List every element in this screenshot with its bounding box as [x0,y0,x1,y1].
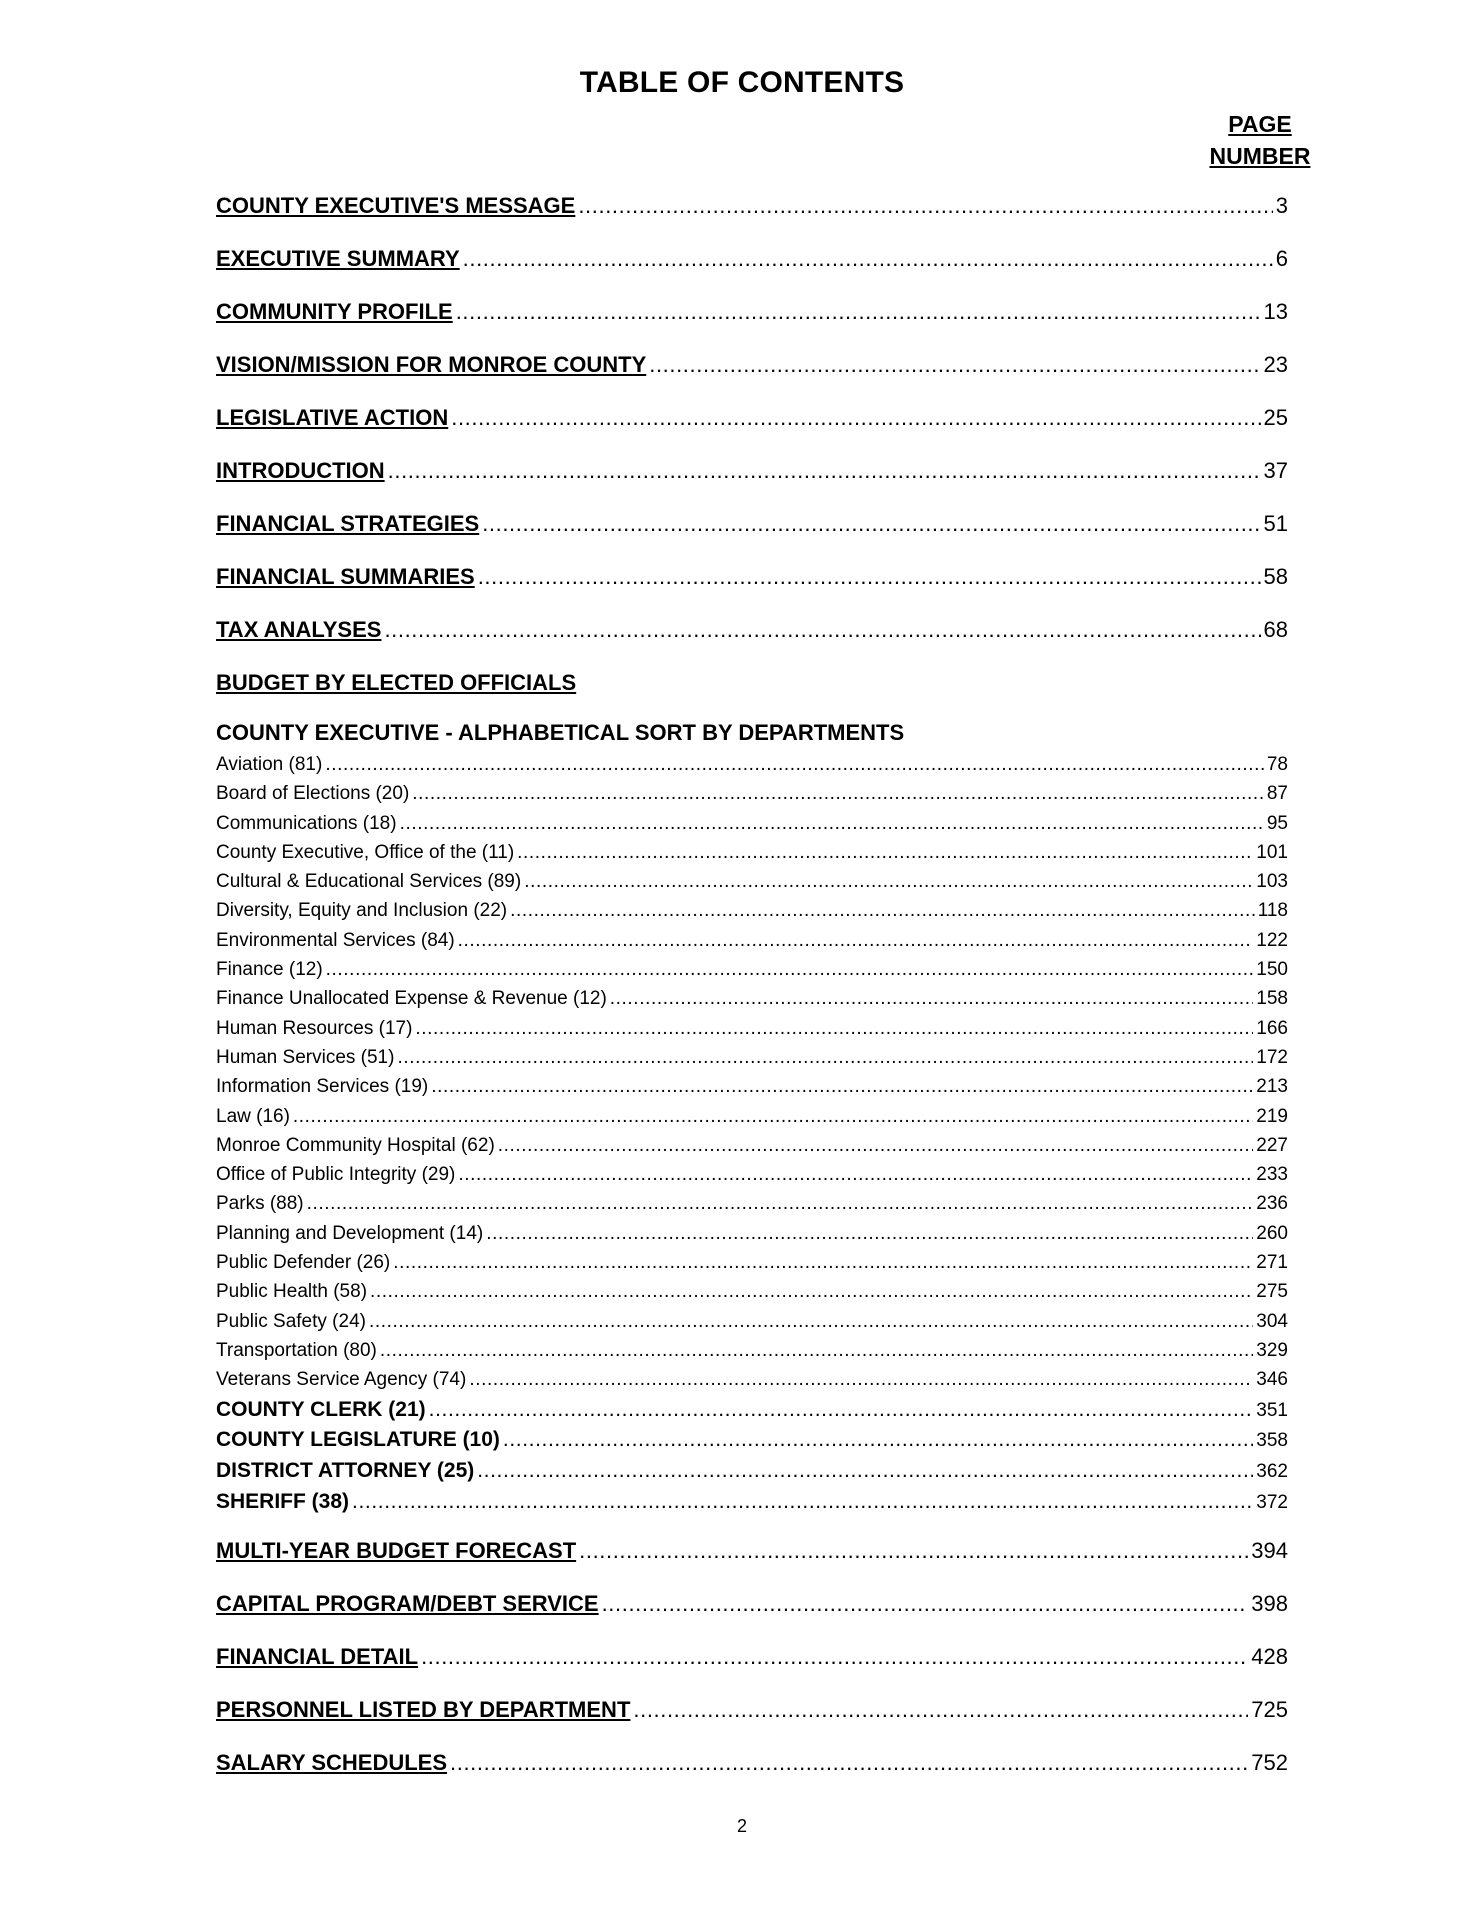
dot-leader [415,1014,1253,1043]
department-entry[interactable] [216,1189,1288,1218]
department-label: Office of Public Integrity (29) [216,1164,456,1186]
department-label: Human Resources (17) [216,1017,413,1039]
department-page: 87 [1266,783,1288,805]
dot-leader [307,1189,1254,1218]
department-page: 118 [1257,900,1288,922]
department-label: Aviation (81) [216,754,323,775]
toc-entry[interactable] [216,564,1288,617]
toc-entry[interactable] [216,246,1288,299]
department-page: 103 [1256,871,1288,893]
elected-office-page: 362 [1256,1460,1288,1482]
department-label: Transportation (80) [216,1339,377,1361]
department-page: 275 [1256,1281,1288,1303]
toc-entry-page: 68 [1263,617,1288,642]
department-label: Board of Elections (20) [216,783,410,805]
dot-leader [450,1750,1248,1776]
elected-office-entry[interactable] [216,1425,1288,1456]
department-label: Environmental Services (84) [216,929,455,951]
dot-leader [412,779,1264,808]
toc-entry-label: PERSONNEL LISTED BY DEPARTMENT [216,1697,631,1722]
toc-entry[interactable] [216,511,1288,564]
department-label: Information Services (19) [216,1076,429,1098]
toc-entry-page: 25 [1263,405,1288,430]
elected-office-page: 372 [1256,1491,1288,1513]
major-sections-bottom [216,1538,1288,1803]
toc-entry-page: 725 [1251,1697,1288,1722]
budget-section-heading[interactable]: BUDGET BY ELECTED OFFICIALS [216,670,577,695]
department-label: Communications (18) [216,812,397,834]
department-page: 304 [1256,1310,1288,1332]
elected-office-page: 358 [1256,1430,1288,1452]
county-executive-heading: COUNTY EXECUTIVE - ALPHABETICAL SORT BY DEPARTMENTS [216,720,905,745]
toc-entry-page: 6 [1275,246,1288,271]
department-label: Public Safety (24) [216,1310,366,1332]
dot-leader [352,1487,1253,1518]
dot-leader [482,511,1260,537]
dot-leader [524,867,1253,896]
toc-entry-page: 51 [1263,511,1288,536]
department-page: 158 [1256,988,1288,1010]
page-title: TABLE OF CONTENTS [579,66,905,99]
department-label: Planning and Development (14) [216,1222,484,1244]
column-header-line1: PAGE [1228,111,1292,137]
dot-leader [478,564,1261,590]
dot-leader [649,352,1260,378]
dot-leader [486,1219,1253,1248]
page-number-column-header [1190,108,1330,172]
department-entry[interactable] [216,1043,1288,1072]
dot-leader [369,1307,1253,1336]
elected-office-entry[interactable] [216,1487,1288,1518]
dot-leader [384,617,1260,643]
department-page: 233 [1256,1164,1288,1186]
toc-entry-label: EXECUTIVE SUMMARY [216,246,460,271]
department-page: 101 [1256,841,1288,863]
toc-entry-label: FINANCIAL DETAIL [216,1644,419,1669]
dot-leader [325,750,1264,779]
dot-leader [579,1538,1248,1564]
department-label: Veterans Service Agency (74) [216,1369,467,1391]
dot-leader [463,246,1273,272]
toc-entry-label: FINANCIAL STRATEGIES [216,511,480,536]
department-entry[interactable] [216,779,1288,808]
dot-leader [431,1072,1253,1101]
department-entry[interactable] [216,1131,1288,1160]
dot-leader [370,1277,1253,1306]
toc-entry[interactable] [216,617,1288,670]
dot-leader [456,299,1261,325]
department-page: 329 [1256,1339,1288,1361]
elected-office-label: DISTRICT ATTORNEY (25) [216,1458,475,1482]
department-list [216,750,1288,1517]
department-entry[interactable] [216,1336,1288,1365]
toc-entry-page: 58 [1263,564,1288,589]
department-entry[interactable] [216,750,1288,779]
department-page: 122 [1256,929,1288,951]
department-page: 213 [1256,1076,1288,1098]
department-page: 260 [1256,1222,1288,1244]
toc-entry[interactable] [216,352,1288,405]
toc-entry-label: LEGISLATIVE ACTION [216,405,449,430]
dot-leader [503,1425,1253,1456]
toc-entry[interactable] [216,1697,1288,1750]
dot-leader [633,1697,1248,1723]
dot-leader [326,955,1254,984]
toc-entry-label: TAX ANALYSES [216,617,382,642]
toc-entry-label: MULTI-YEAR BUDGET FORECAST [216,1538,577,1563]
department-entry[interactable] [216,809,1288,838]
department-page: 166 [1256,1017,1288,1039]
elected-office-entry[interactable] [216,1395,1288,1426]
toc-entry-label: COMMUNITY PROFILE [216,299,453,324]
column-header-line2: NUMBER [1209,143,1311,169]
dot-leader [469,1365,1253,1394]
dot-leader [578,193,1272,219]
department-entry[interactable] [216,926,1288,955]
dot-leader [602,1591,1249,1617]
dot-leader [393,1248,1253,1277]
department-entry[interactable] [216,1102,1288,1131]
department-label: Finance Unallocated Expense & Revenue (12) [216,988,607,1010]
toc-entry[interactable] [216,299,1288,352]
dot-leader [610,984,1254,1013]
department-entry[interactable] [216,838,1288,867]
toc-entry-page: 398 [1251,1591,1288,1616]
department-entry[interactable] [216,1307,1288,1336]
dot-leader [400,809,1264,838]
elected-office-label: COUNTY LEGISLATURE (10) [216,1428,500,1452]
department-label: Diversity, Equity and Inclusion (22) [216,900,508,922]
toc-entry[interactable] [216,1591,1288,1644]
dot-leader [421,1644,1248,1670]
department-entry[interactable] [216,1072,1288,1101]
department-entry[interactable] [216,1277,1288,1306]
department-entry[interactable] [216,1365,1288,1394]
department-page: 78 [1266,754,1288,775]
dot-leader [397,1043,1253,1072]
department-page: 219 [1256,1105,1288,1127]
department-page: 172 [1256,1046,1288,1068]
toc-entry-label: SALARY SCHEDULES [216,1750,448,1775]
department-label: Public Defender (26) [216,1252,391,1274]
dot-leader [458,926,1254,955]
dot-leader [380,1336,1253,1365]
dot-leader [458,1160,1253,1189]
elected-office-label: SHERIFF (38) [216,1489,350,1513]
toc-entry-page: 752 [1251,1750,1288,1775]
department-page: 95 [1266,812,1288,834]
department-entry[interactable] [216,1014,1288,1043]
toc-entry-page: 13 [1263,299,1288,324]
dot-leader [477,1456,1253,1487]
department-page: 271 [1256,1252,1288,1274]
department-label: Law (16) [216,1105,290,1127]
toc-entry-page: 3 [1275,193,1288,218]
dot-leader [451,405,1260,431]
department-page: 150 [1256,959,1288,981]
toc-entry[interactable] [216,193,1288,246]
dot-leader [429,1395,1254,1426]
department-entry[interactable] [216,984,1288,1013]
toc-entry-page: 428 [1251,1644,1288,1669]
major-sections-top [216,193,1288,670]
toc-entry[interactable] [216,458,1288,511]
elected-office-label: COUNTY CLERK (21) [216,1397,426,1421]
dot-leader [510,896,1255,925]
department-label: County Executive, Office of the (11) [216,841,515,863]
toc-entry[interactable] [216,1538,1288,1591]
dot-leader [388,458,1261,484]
department-entry[interactable] [216,1248,1288,1277]
toc-entry-label: CAPITAL PROGRAM/DEBT SERVICE [216,1591,599,1616]
toc-entry-label: COUNTY EXECUTIVE'S MESSAGE [216,193,576,218]
department-page: 346 [1256,1369,1288,1391]
elected-office-entry[interactable] [216,1456,1288,1487]
department-label: Cultural & Educational Services (89) [216,871,522,893]
department-label: Public Health (58) [216,1281,368,1303]
toc-entry-page: 394 [1251,1538,1288,1563]
dot-leader [293,1102,1253,1131]
department-entry[interactable] [216,896,1288,925]
toc-entry-label: INTRODUCTION [216,458,385,483]
department-label: Finance (12) [216,959,323,981]
toc-entry-page: 37 [1263,458,1288,483]
footer-page-number: 2 [736,1816,747,1836]
toc-entry[interactable] [216,405,1288,458]
department-entry[interactable] [216,1219,1288,1248]
dot-leader [517,838,1253,867]
toc-entry[interactable] [216,1750,1288,1803]
toc-entry-label: VISION/MISSION FOR MONROE COUNTY [216,352,647,377]
toc-entry-page: 23 [1263,352,1288,377]
department-label: Human Services (51) [216,1046,395,1068]
department-label: Parks (88) [216,1193,304,1215]
department-entry[interactable] [216,1160,1288,1189]
dot-leader [498,1131,1254,1160]
toc-entry-label: FINANCIAL SUMMARIES [216,564,475,589]
department-label: Monroe Community Hospital (62) [216,1134,495,1156]
department-entry[interactable] [216,867,1288,896]
toc-entry[interactable] [216,1644,1288,1697]
elected-office-page: 351 [1256,1399,1288,1421]
department-page: 236 [1256,1193,1288,1215]
department-entry[interactable] [216,955,1288,984]
department-page: 227 [1256,1134,1288,1156]
